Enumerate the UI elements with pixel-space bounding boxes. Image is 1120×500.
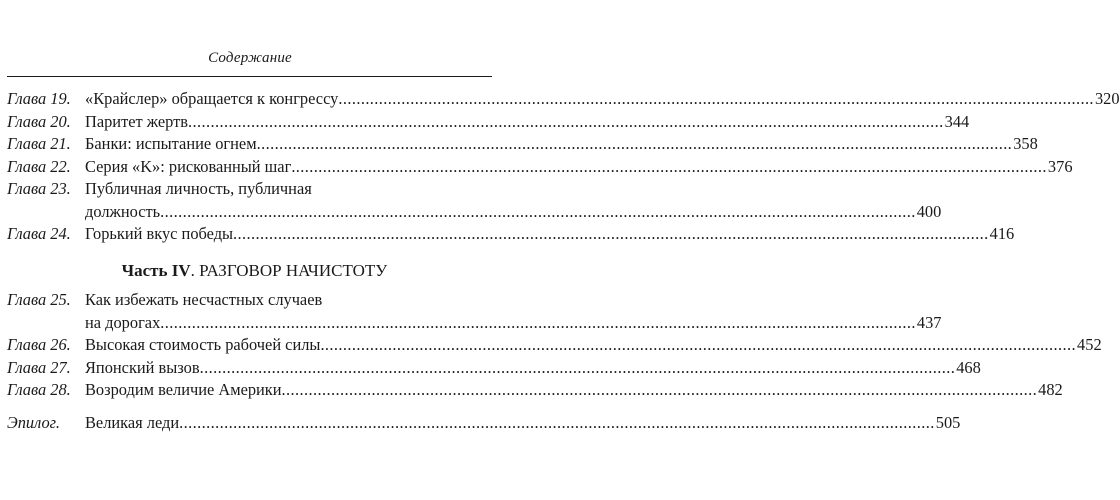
page-number: 482 (1038, 380, 1063, 399)
dot-leader (338, 88, 1094, 111)
page-number: 320 (1094, 89, 1120, 108)
chapter-label: Глава 20. (7, 111, 71, 131)
toc-entry-chapter-28[interactable] (7, 379, 1063, 402)
toc-entry-chapter-22[interactable] (7, 156, 1073, 179)
toc-entry-chapter-24[interactable] (7, 223, 1015, 246)
page-number: 344 (944, 111, 970, 131)
toc-entry-chapter-20[interactable] (7, 111, 970, 134)
chapter-title: Возродим величие Америки (85, 380, 282, 399)
toc-entry-epilogue[interactable] (7, 412, 961, 435)
header-divider (7, 76, 492, 77)
chapter-title: Паритет жертв (85, 111, 189, 131)
table-of-contents (7, 88, 1120, 434)
chapter-title: Горький вкус победы (85, 224, 234, 243)
dot-leader (282, 379, 1038, 402)
dot-leader (160, 312, 916, 335)
page-number: 400 (916, 201, 942, 221)
epilogue-title: Великая леди (85, 412, 180, 432)
chapter-title-line-2: должность (85, 201, 161, 221)
chapter-title: Высокая стоимость рабочей силы (85, 335, 321, 354)
chapter-title: Японский вызов (85, 357, 200, 377)
chapter-title: Серия «K»: рискованный шаг (85, 156, 292, 176)
page-number: 416 (989, 224, 1015, 243)
chapter-title-line-1: Как избежать несчастных случаев (85, 290, 323, 309)
dot-leader (233, 223, 989, 246)
chapter-title-line-1: Публичная личность, публичная (85, 179, 312, 198)
epilogue-label: Эпилог. (7, 412, 60, 432)
page-number: 468 (956, 357, 981, 377)
spacer (7, 402, 496, 412)
chapter-title: «Крайслер» обращается к конгрессу (85, 89, 339, 108)
toc-entry-chapter-25[interactable] (7, 289, 942, 334)
part-title: . РАЗГОВОР НАЧИСТОТУ (190, 260, 388, 280)
toc-entry-chapter-26[interactable] (7, 334, 1102, 357)
dot-leader (320, 334, 1076, 357)
dot-leader (188, 111, 944, 134)
chapter-title-line-2: на дорогах (85, 312, 161, 332)
toc-entry-chapter-27[interactable] (7, 357, 981, 380)
toc-entry-chapter-21[interactable] (7, 133, 1038, 156)
chapter-label: Глава 19. (7, 89, 71, 108)
dot-leader (160, 201, 916, 224)
dot-leader (291, 156, 1047, 179)
page-number: 358 (1013, 134, 1038, 153)
page-header-title: Содержание (208, 50, 292, 66)
chapter-label: Глава 25. (7, 290, 71, 309)
chapter-label: Глава 24. (7, 224, 71, 243)
page-number: 437 (916, 312, 942, 332)
page-number: 452 (1077, 335, 1102, 354)
chapter-label: Глава 26. (7, 335, 71, 354)
dot-leader (200, 357, 956, 380)
part-label: Часть IV (121, 260, 191, 280)
toc-entry-chapter-19[interactable] (7, 88, 1120, 111)
dot-leader (179, 412, 935, 435)
page-number: 505 (935, 412, 961, 432)
chapter-title: Банки: испытание огнем (85, 134, 257, 153)
part-heading[interactable] (7, 260, 496, 283)
toc-entry-chapter-23[interactable] (7, 178, 942, 223)
chapter-label: Глава 23. (7, 179, 71, 198)
chapter-label: Глава 22. (7, 156, 71, 176)
chapter-label: Глава 21. (7, 134, 71, 153)
chapter-label: Глава 27. (7, 357, 71, 377)
page-number: 376 (1047, 156, 1073, 176)
dot-leader (257, 133, 1013, 156)
chapter-label: Глава 28. (7, 380, 71, 399)
